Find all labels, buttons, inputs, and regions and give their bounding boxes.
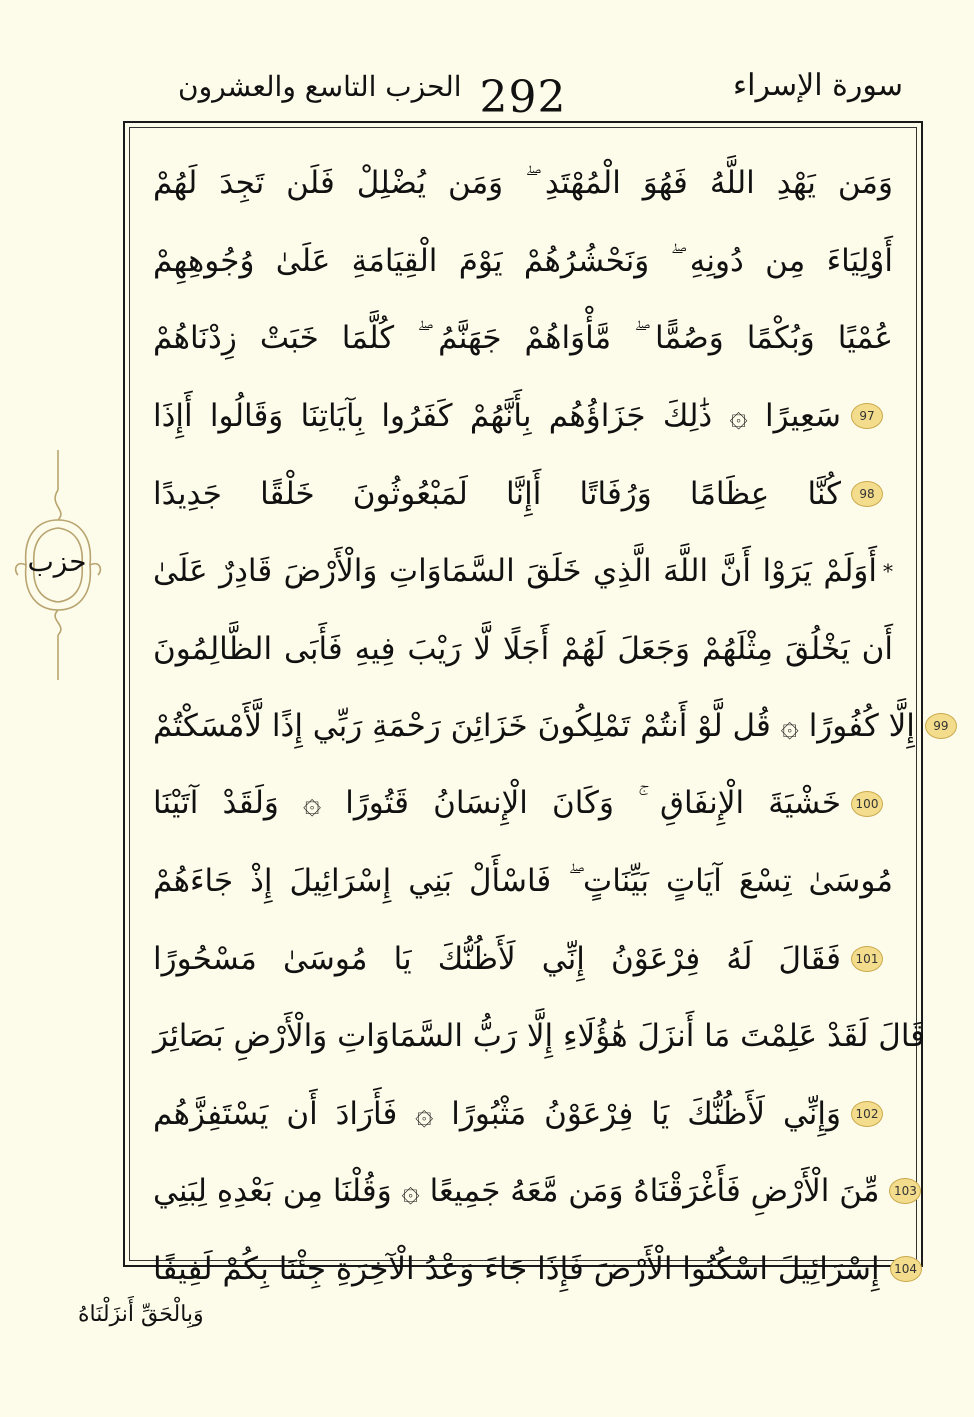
line-text: مُوسَىٰ تِسْعَ آيَاتٍ بَيِّنَاتٍ ۖ فَاسْأَلْ بَنِي إِسْرَائِيلَ إِذْ جَاءَهُمْ (153, 862, 893, 899)
text-line (153, 843, 893, 921)
ayah-number-marker: 97 (851, 403, 883, 429)
text-line (153, 610, 893, 688)
ayah-number-marker: 102 (851, 1101, 883, 1127)
surah-title: سورة الإسراء (733, 68, 903, 103)
ayah-number-marker: 98 (851, 481, 883, 507)
text-line (153, 765, 893, 843)
text-line (153, 455, 893, 533)
text-line (153, 223, 893, 301)
text-line (153, 920, 893, 998)
hizb-marker-label: حزب (27, 545, 87, 578)
line-text: مِّنَ الْأَرْضِ فَأَغْرَقْنَاهُ وَمَن مَّعَهُ جَمِيعًا ۞ وَقُلْنَا مِن بَعْدِهِ لِبَنِي (153, 1173, 880, 1210)
ayah-number-marker: 101 (851, 946, 883, 972)
line-text: سَعِيرًا ۞ ذَٰلِكَ جَزَاؤُهُم بِأَنَّهُمْ كَفَرُوا بِآيَاتِنَا وَقَالُوا أَإِذَا (153, 398, 841, 435)
line-text: كُنَّا عِظَامًا وَرُفَاتًا أَإِنَّا لَمَبْعُوثُونَ خَلْقًا جَدِيدًا (153, 475, 841, 512)
text-line (153, 300, 893, 378)
catchword: وَبِالْحَقِّ أَنزَلْنَاهُ (78, 1302, 204, 1327)
line-text: إِلَّا كُفُورًا ۞ قُل لَّوْ أَنتُمْ تَمْلِكُونَ خَزَائِنَ رَحْمَةِ رَبِّي إِذًا لَّأَمْسَكْتُمْ (153, 708, 915, 745)
text-line (153, 1153, 917, 1231)
line-text: أَن يَخْلُقَ مِثْلَهُمْ وَجَعَلَ لَهُمْ أَجَلًا لَّا رَيْبَ فِيهِ فَأَبَى الظَّالِمُونَ (153, 630, 893, 667)
text-line (153, 688, 949, 766)
line-text: فَقَالَ لَهُ فِرْعَوْنُ إِنِّي لَأَظُنُّكَ يَا مُوسَىٰ مَسْحُورًا (153, 940, 841, 977)
text-frame (123, 121, 949, 1287)
text-line (153, 145, 893, 223)
text-line (153, 378, 893, 456)
ayah-number-marker: 103 (889, 1178, 921, 1204)
text-line (153, 533, 893, 611)
text-line (153, 1075, 893, 1153)
text-line (153, 998, 926, 1076)
line-text: إِسْرَائِيلَ اسْكُنُوا الْأَرْضَ فَإِذَا جَاءَ وَعْدُ الْآخِرَةِ جِئْنَا بِكُمْ لَفِيفًا (153, 1250, 880, 1287)
line-text: أَوْلِيَاءَ مِن دُونِهِ ۖ وَنَحْشُرُهُمْ يَوْمَ الْقِيَامَةِ عَلَىٰ وُجُوهِهِمْ (153, 242, 893, 279)
line-text: أَوَلَمْ يَرَوْا أَنَّ اللَّهَ الَّذِي خَلَقَ السَّمَاوَاتِ وَالْأَرْضَ قَادِرٌ عَلَىٰ (153, 553, 877, 590)
line-text: خَشْيَةَ الْإِنفَاقِ ۚ وَكَانَ الْإِنسَانُ قَتُورًا ۞ وَلَقَدْ آتَيْنَا (153, 785, 841, 822)
line-text: قَالَ لَقَدْ عَلِمْتَ مَا أَنزَلَ هَٰؤُلَاءِ إِلَّا رَبُّ السَّمَاوَاتِ وَالْأَرْضِ بَصَائِرَ (153, 1018, 926, 1055)
page-number: 292 (479, 72, 567, 123)
verse-lines (125, 123, 949, 1287)
ayah-number-marker: 99 (925, 713, 957, 739)
text-line (153, 1230, 918, 1308)
page-header (128, 60, 918, 122)
ayah-number-marker: 100 (851, 791, 883, 817)
ayah-number-marker: 104 (890, 1256, 922, 1282)
line-text: عُمْيًا وَبُكْمًا وَصُمًّا ۖ مَّأْوَاهُمْ جَهَنَّمُ ۖ كُلَّمَا خَبَتْ زِدْنَاهُمْ (153, 320, 893, 357)
hizb-star-marker: * (883, 559, 893, 584)
hizb-title: الحزب التاسع والعشرون (178, 70, 462, 103)
line-text: وَإِنِّي لَأَظُنُّكَ يَا فِرْعَوْنُ مَثْبُورًا ۞ فَأَرَادَ أَن يَسْتَفِزَّهُم (153, 1095, 841, 1132)
line-text: وَمَن يَهْدِ اللَّهُ فَهُوَ الْمُهْتَدِ ۖ وَمَن يُضْلِلْ فَلَن تَجِدَ لَهُمْ (153, 165, 893, 202)
